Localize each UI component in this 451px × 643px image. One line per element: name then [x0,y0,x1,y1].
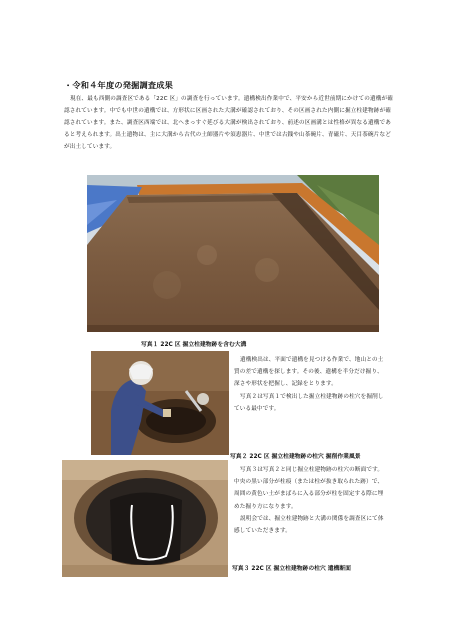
section-heading: ・令和４年度の発掘調査成果 [64,80,174,90]
photo-pit-cross-section-graphic [62,460,228,577]
photo-excavation-overview-graphic [87,175,379,332]
photo-digging-work [91,351,229,455]
photo2-caption: 写真２ 22C 区 掘立柱建物跡の柱穴 掘削作業風景 [230,454,361,460]
explanation-paragraph: 遺構検出は、平面で遺構を見つける作業で、地山との土質の差で遺構を探します。その後、遺構を半分だけ掘り、深さや形状を把握し、記録をとります。 [234,357,384,388]
photo1-caption: 写真１ 22C 区 掘立柱建物跡を含む大溝 [141,342,247,348]
photo3-caption: 写真３ 22C 区 掘立柱建物跡の柱穴 遺構断面 [232,566,351,572]
explanation-paragraph: 写真３は写真２と同じ掘立柱建物跡の柱穴の断面です。中央の黒い部分が柱痕（または柱が抜き取られた跡）で、周囲の黄色い土がまばらに入る部分が柱を固定する際に埋めた掘り方になります。 [234,467,384,510]
photo-pit-cross-section [62,460,228,577]
intro-paragraph: 現在、最も西側の調査区である「22C 区」の調査を行っています。遺構検出作業中で、平安から近世前期にかけての遺構が確認されています。中でも中世の遺構では、方形状に区画された大溝が確認されており、その区画された内側に掘立柱建物跡が確認されています。また、調査区西端では、北へまっすぐ延びる大溝が検出されており、前述の区画溝とは性格が異なる遺構であると考えられます。出土遺物は、主に大溝から古代の土師器片や須恵器片、中世では古銭や山茶碗片、青磁片、天目茶碗片などが出土しています。 [64,96,394,150]
explanation-paragraph: 写真２は写真１で検出した掘立柱建物跡の柱穴を掘削している最中です。 [234,393,384,412]
explanation-text-2 [234,464,384,537]
explanation-text-1 [234,354,384,415]
photo-digging-work-graphic [91,351,229,455]
explanation-paragraph: 説明会では、掘立柱建物跡と大溝の関係を調査区にて体感していただきます。 [234,515,384,535]
intro-paragraph-block [64,93,394,153]
photo-excavation-overview [87,175,379,332]
